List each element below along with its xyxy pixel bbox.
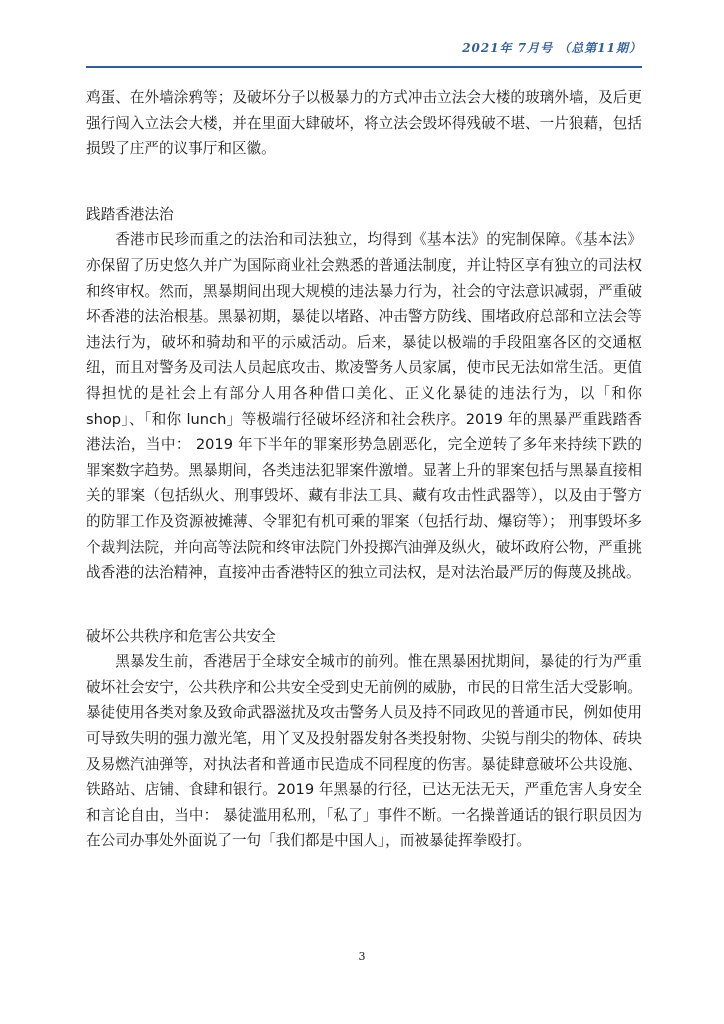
section-gap (86, 162, 642, 202)
header-rule (86, 66, 642, 68)
article-body (86, 85, 642, 854)
section-heading-public-order: 破坏公共秩序和危害公共安全 (86, 627, 276, 645)
section-gap (86, 586, 642, 624)
paragraph-continued: 鸡蛋、在外墙涂鸦等；及破坏分子以极暴力的方式冲击立法会大楼的玻璃外墙，及后更强行闯入立法会大楼，并在里面大肆破坏，将立法会毁坏得残破不堪、一片狼藉，包括损毁了庄严的议事厅和区徽。 (86, 89, 642, 158)
paragraph-rule-of-law: 香港市民珍而重之的法治和司法独立，均得到《基本法》的宪制保障。《基本法》亦保留了历史悠久并广为国际商业社会熟悉的普通法制度，并让特区享有独立的司法权和终审权。然而，黑暴期间出现大规模的违法暴力行为，社会的守法意识减弱，严重破坏香港的法治根基。黑暴初期，暴徒以堵路、冲击警方防线、围堵政府总部和立法会等违法行为，破坏和骑劫和平的示威活动。后来，暴徒以极端的手段阻塞各区的交通枢纽，而且对警务及司法人员起底攻击、欺凌警务人员家属，使市民无法如常生活。更值得担忧的是社会上有部分人用各种借口美化、正义化暴徒的违法行为，以「和你 shop」、「和你 lunch」等极端行径破坏经济和社会秩序。2019 年的黑暴严重践踏香港法治，当中： 2019 年下半年的罪案形势急剧恶化，完全逆转了多年来持续下跌的罪案数字趋势。黑暴期间，各类违法犯罪案件激增。显著上升的罪案包括与黑暴直接相关的罪案（包括纵火、刑事毁坏、藏有非法工具、藏有攻击性武器等），以及由于警方的防罪工作及资源被摊薄、令罪犯有机可乘的罪案（包括行劫、爆窃等）； 刑事毁坏多个裁判法院，并向高等法院和终审法院门外投掷汽油弹及纵火，破坏政府公物，严重挑战香港的法治精神，直接冲击香港特区的独立司法权，是对法治最严厉的侮蔑及挑战。 (86, 231, 642, 582)
section-heading-rule-of-law: 践踏香港法治 (86, 205, 174, 223)
paragraph-public-order: 黑暴发生前，香港居于全球安全城市的前列。惟在黑暴困扰期间，暴徒的行为严重破坏社会安宁，公共秩序和公共安全受到史无前例的威胁，市民的日常生活大受影响。暴徒使用各类对象及致命武器滋扰及攻击警务人员及持不同政见的普通市民，例如使用可导致失明的强力激光笔，用丫叉及投射器发射各类投射物、尖锐与削尖的物体、砖块及易燃汽油弹等，对执法者和普通市民造成不同程度的伤害。暴徒肆意破坏公共设施、铁路站、店铺、食肆和银行。2019 年黑暴的行径，已达无法无天，严重危害人身安全和言论自由，当中： 暴徒滥用私刑，「私了」事件不断。一名操普通话的银行职员因为在公司办事处外面说了一句「我们都是中国人」，而被暴徒挥拳殴打。 (86, 653, 642, 850)
page-number: 3 (358, 950, 366, 963)
issue-header: 2021年 7月号 （总第11期） (462, 41, 642, 55)
